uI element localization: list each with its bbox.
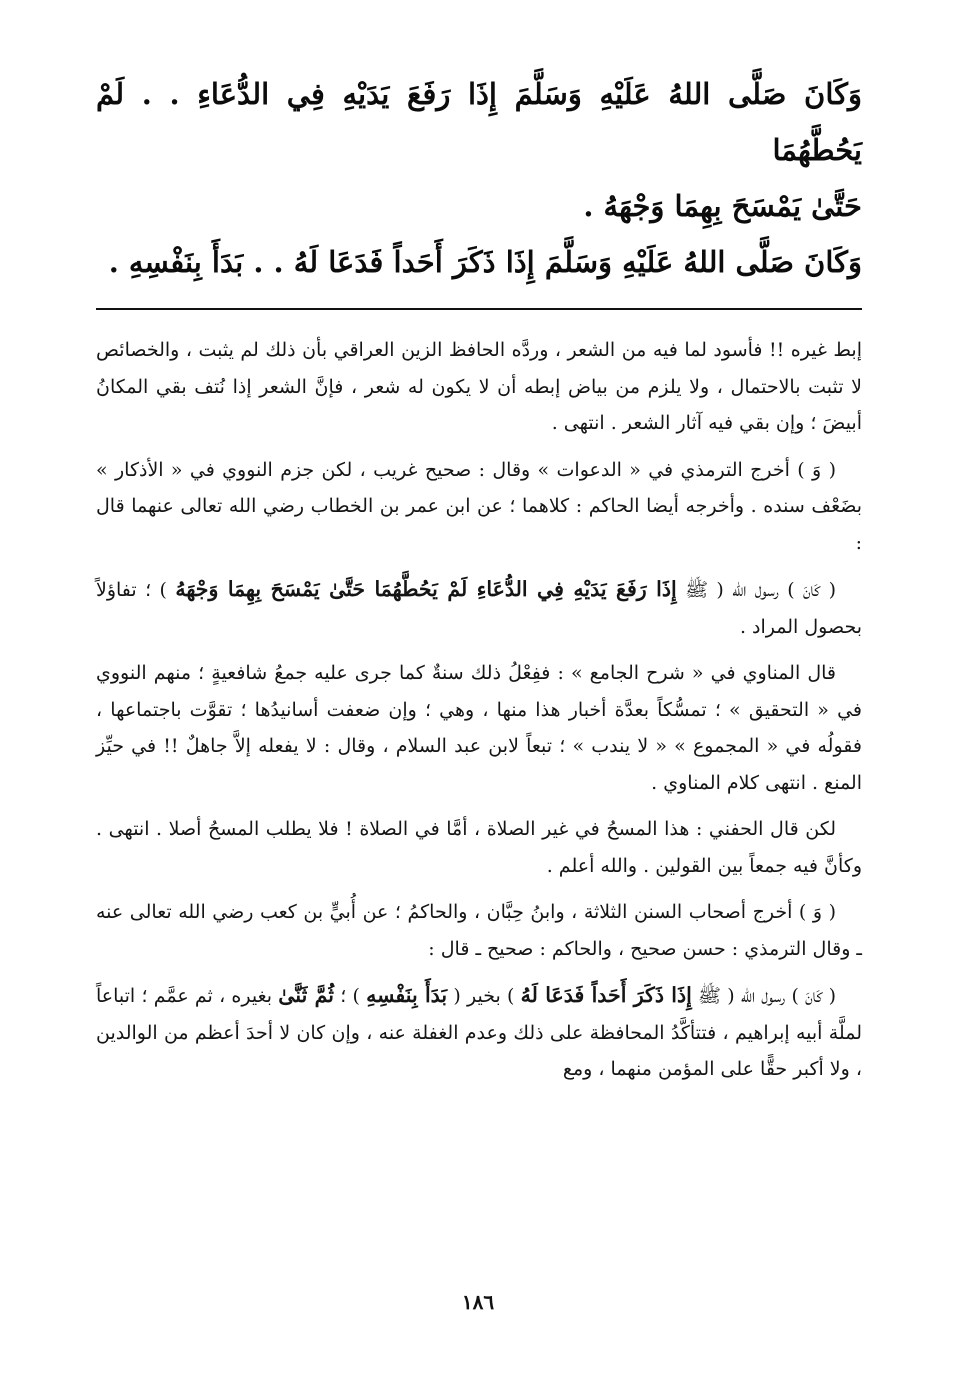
- commentary-paragraph-5: لكن قال الحفني : هذا المسحُ في غير الصلاة ، أمَّا في الصلاة ! فلا يطلب المسحُ أصلا . انتهى . وكأنَّ فيه جمعاً بين القولين . والله أعلم .: [96, 818, 862, 877]
- main-text-block: [96, 66, 862, 290]
- main-text-line-3: وَكَانَ صَلَّى اللهُ عَلَيْهِ وَسَلَّمَ إِذَا ذَكَرَ أَحَداً فَدَعَا لَهُ . . بَدَأَ بِنَفْسِهِ .: [108, 245, 862, 279]
- p3-hadith-quote: إِذَا رَفَعَ يَدَيْهِ فِي الدُّعَاءِ لَمْ يَحُطَّهُمَا حَتَّىٰ يَمْسَحَ بِهِمَا وَجْهَهُ: [175, 577, 677, 601]
- p3-tail: ) ؛ تفاؤلاً بحصول المراد .: [96, 579, 862, 638]
- book-page: [96, 66, 862, 1098]
- p7-lead: ( كَانَ ) رسول الله ( ﷺ: [698, 985, 836, 1007]
- p3-lead: ( كَانَ ) رسول الله ( ﷺ: [685, 579, 836, 601]
- page-number: ١٨٦: [461, 1290, 495, 1314]
- p7-tail: بغيره ، ثم عمَّم ؛ اتباعاً لملَّة أبيه إبراهيم ، فتتأكَّدُ المحافظة على ذلك وعدم الغفلة عنه ، وإن كان لا أحدَ أعظم من الوالدين ، ولا أكبر حقًّا على المؤمن منهما ، ومع: [96, 985, 862, 1080]
- p7-mid-2: ) ؛: [340, 985, 360, 1007]
- p7-hadith-quote-3: ثُمَّ ثَنَّىٰ: [278, 983, 334, 1007]
- commentary-paragraph-4: قال المناوي في « شرح الجامع » : ففِعْلُ ذلك سنةٌ كما جرى عليه جمعُ شافعيةٍ ؛ منهم النووي في « التحقيق » ؛ تمسُّكاً بعدَّة أخبار هذا منها ، وهي ؛ وإن ضعفت أسانيدُها ؛ تقوَّت باجتماعها ، فقولُه في « المجموع » « لا يندب » ؛ تبعاً لابن عبد السلام ، وقال : لا يفعله إلاَّ جاهلٌ !! في حيِّز المنع . انتهى كلام المناوي .: [96, 662, 862, 794]
- commentary-paragraph-1: إبط غيره !! فأسود لما فيه من الشعر ، وردَّه الحافظ الزين العراقي بأن ذلك لم يثبت ، والخصائص لا تثبت بالاحتمال ، ولا يلزم من بياض إبطه أن لا يكون له شعر ، فإنَّ الشعر إذا نُتف بقي المكانُ أبيضَ ؛ وإن بقي فيه آثار الشعر . انتهى .: [96, 339, 862, 434]
- commentary-paragraph-6: ( وَ ) أخرج أصحاب السنن الثلاثة ، وابنُ حِبَّان ، والحاكمُ ؛ عن أُبيٍّ بن كعب رضي الله تعالى عنه ـ وقال الترمذي : حسن صحيح ، والحاكم : صحيح ـ قال :: [96, 901, 862, 960]
- commentary-paragraph-3: [96, 571, 862, 645]
- commentary-block: [96, 332, 862, 1088]
- main-text-line-2: حَتَّىٰ يَمْسَحَ بِهِمَا وَجْهَهُ .: [583, 189, 862, 223]
- footnote-divider: [96, 308, 862, 310]
- main-text-line-1: وَكَانَ صَلَّى اللهُ عَلَيْهِ وَسَلَّمَ إِذَا رَفَعَ يَدَيْهِ فِي الدُّعَاءِ . . لَمْ يَحُطَّهُمَا: [96, 77, 862, 167]
- p7-mid: ) بخير (: [453, 985, 515, 1007]
- commentary-paragraph-7: [96, 977, 862, 1088]
- p7-hadith-quote-2: بَدَأَ بِنَفْسِهِ: [366, 983, 448, 1007]
- commentary-paragraph-2: ( وَ ) أخرج الترمذي في « الدعوات » وقال : صحيح غريب ، لكن جزم النووي في « الأذكار » بضَعْف سنده . وأخرجه أيضا الحاكم : كلاهما ؛ عن ابن عمر بن الخطاب رضي الله تعالى عنهما قال :: [96, 458, 862, 554]
- p7-hadith-quote: إِذَا ذَكَرَ أَحَداً فَدَعَا لَهُ: [520, 983, 692, 1007]
